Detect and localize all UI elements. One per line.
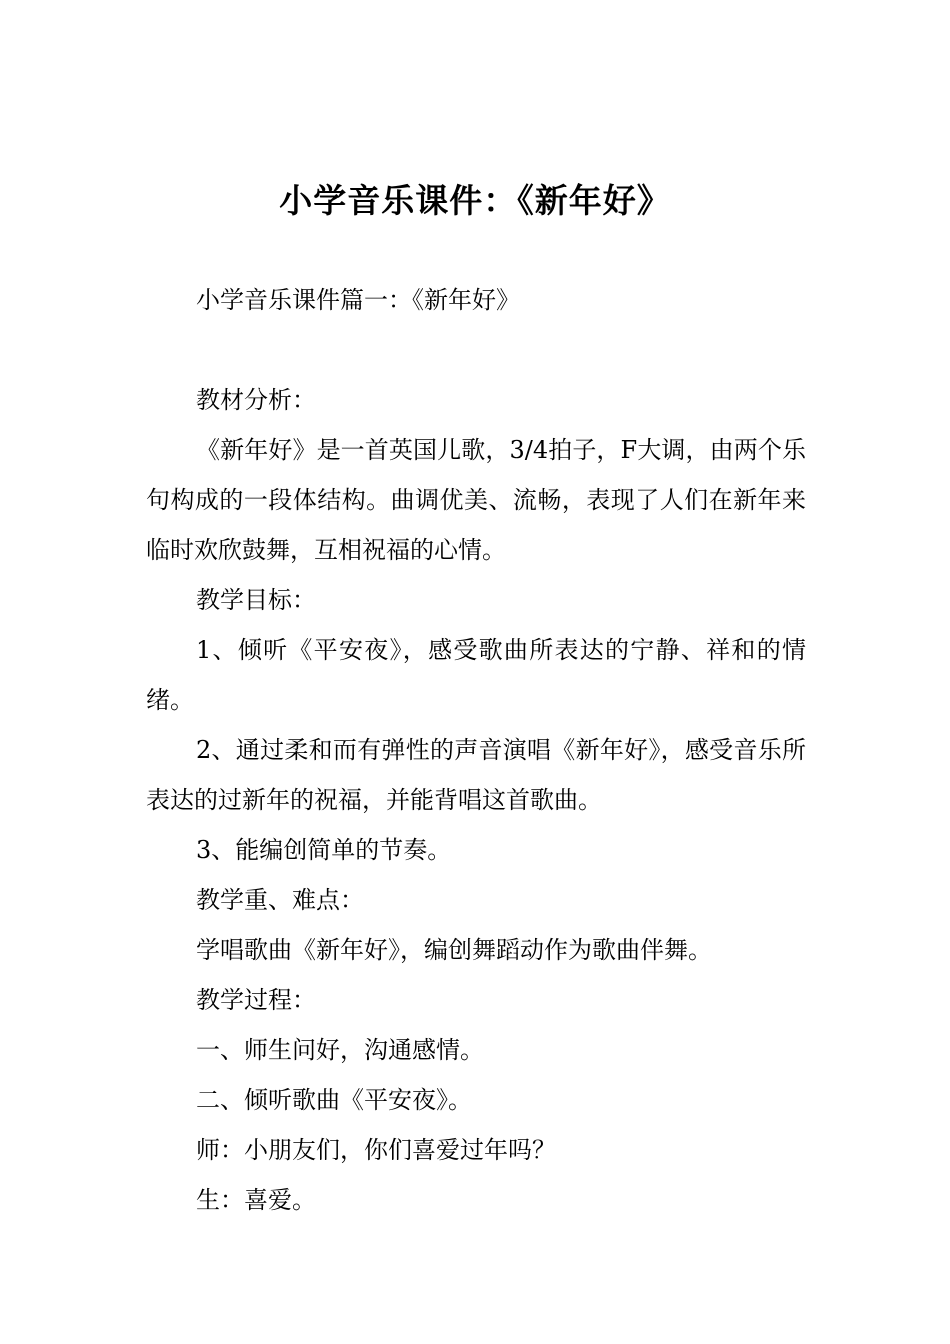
dialogue-line: 师：小朋友们，你们喜爱过年吗？	[196, 1136, 556, 1164]
section-heading: 教学目标：	[196, 586, 316, 614]
document-title: 小学音乐课件：《新年好》	[279, 181, 671, 220]
document-subtitle: 小学音乐课件篇一：《新年好》	[196, 286, 520, 314]
list-item: 3、能编创简单的节奏。	[196, 836, 452, 864]
paragraph: 《新年好》是一首英国儿歌，3/4拍子，F大调，由两个乐句构成的一段体结构。曲调优美、流畅，表现了人们在新年来临时欢欣鼓舞，互相祝福的心情。	[146, 436, 806, 564]
document-body	[146, 375, 806, 1225]
subtitle-block	[146, 275, 806, 325]
section-heading: 教学重、难点：	[196, 886, 364, 914]
list-item: 一、师生问好，沟通感情。	[196, 1036, 484, 1064]
list-item: 2、通过柔和而有弹性的声音演唱《新年好》，感受音乐所表达的过新年的祝福，并能背唱这首歌曲。	[146, 736, 806, 814]
list-item: 1、倾听《平安夜》，感受歌曲所表达的宁静、祥和的情绪。	[146, 636, 806, 714]
section-heading: 教材分析：	[196, 386, 316, 414]
dialogue-line: 生：喜爱。	[196, 1186, 316, 1214]
list-item: 二、倾听歌曲《平安夜》。	[196, 1086, 472, 1114]
section-heading: 教学过程：	[196, 986, 316, 1014]
paragraph: 学唱歌曲《新年好》，编创舞蹈动作为歌曲伴舞。	[196, 936, 712, 964]
